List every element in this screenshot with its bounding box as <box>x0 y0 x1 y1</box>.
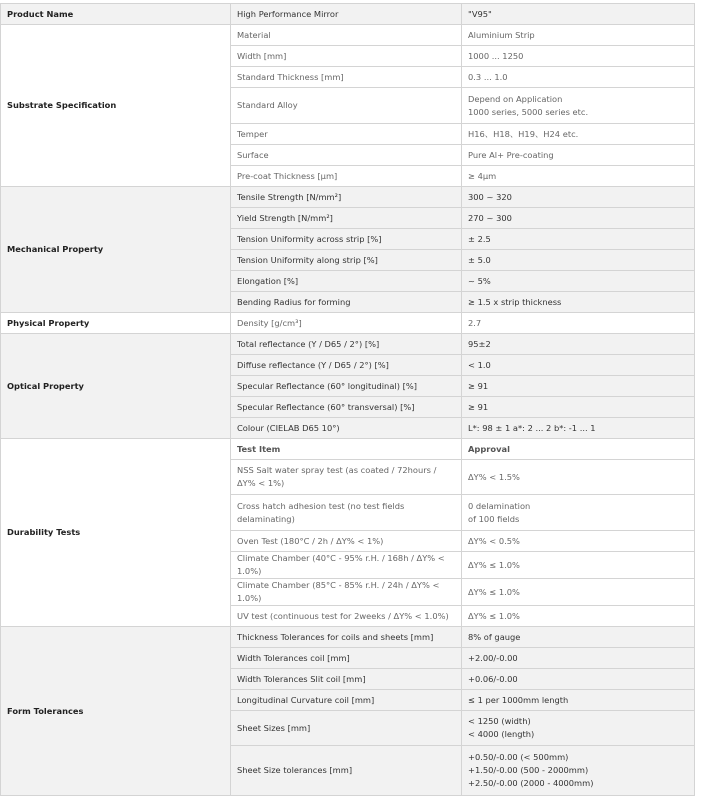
spec-value: +2.00/-0.00 <box>462 648 695 669</box>
spec-label: Bending Radius for forming <box>231 292 462 313</box>
spec-label: Width Tolerances coil [mm] <box>231 648 462 669</box>
spec-value <box>462 711 695 746</box>
spec-value-line: +2.50/-0.00 (2000 - 4000mm) <box>468 778 594 788</box>
table-row <box>1 627 695 648</box>
table-row <box>1 25 695 46</box>
spec-value: 95±2 <box>462 334 695 355</box>
spec-value: ΔY% < 1.5% <box>462 460 695 495</box>
spec-label: Tension Uniformity across strip [%] <box>231 229 462 250</box>
spec-label: Total reflectance (Y / D65 / 2°) [%] <box>231 334 462 355</box>
spec-value: ΔY% < 0.5% <box>462 531 695 552</box>
spec-value-line: Depend on Application <box>468 93 563 104</box>
spec-value: +0.06/-0.00 <box>462 669 695 690</box>
spec-value-line: +0.50/-0.00 (< 500mm) <box>468 752 569 762</box>
spec-value-line: 1000 series, 5000 series etc. <box>468 106 589 117</box>
spec-label: UV test (continuous test for 2weeks / ΔY% < 1.0%) <box>231 606 462 627</box>
spec-table <box>0 3 695 796</box>
product-name-label: High Performance Mirror <box>231 4 462 25</box>
spec-label: Standard Alloy <box>231 88 462 124</box>
column-header-approval: Approval <box>462 439 695 460</box>
spec-value: H16、H18、H19、H24 etc. <box>462 124 695 145</box>
spec-value: 2.7 <box>462 313 695 334</box>
spec-value: L*: 98 ± 1 a*: 2 ... 2 b*: -1 ... 1 <box>462 418 695 439</box>
spec-value-line: 0 delamination <box>468 500 531 511</box>
spec-label: Surface <box>231 145 462 166</box>
spec-value: ± 5.0 <box>462 250 695 271</box>
spec-label: Thickness Tolerances for coils and sheets [mm] <box>231 627 462 648</box>
spec-label: Climate Chamber (40°C - 95% r.H. / 168h / ΔY% < 1.0%) <box>231 552 462 579</box>
section-physical: Physical Property <box>1 313 231 334</box>
spec-label: NSS Salt water spray test (as coated / 72hours / ΔY% < 1%) <box>231 460 462 495</box>
spec-value: Pure Al+ Pre-coating <box>462 145 695 166</box>
product-row <box>1 4 695 25</box>
spec-value-line: +1.50/-0.00 (500 - 2000mm) <box>468 765 589 775</box>
spec-value: 0.3 ... 1.0 <box>462 67 695 88</box>
section-substrate: Substrate Specification <box>1 25 231 187</box>
product-name-value: "V95" <box>462 4 695 25</box>
table-row <box>1 313 695 334</box>
spec-label: Density [g/cm³] <box>231 313 462 334</box>
table-row <box>1 334 695 355</box>
spec-label: Colour (CIELAB D65 10°) <box>231 418 462 439</box>
spec-value: ≥ 91 <box>462 376 695 397</box>
spec-label: Yield Strength [N/mm²] <box>231 208 462 229</box>
spec-label: Sheet Size tolerances [mm] <box>231 746 462 796</box>
spec-label: Material <box>231 25 462 46</box>
spec-value: ≥ 4µm <box>462 166 695 187</box>
spec-value: ~ 5% <box>462 271 695 292</box>
spec-label: Diffuse reflectance (Y / D65 / 2°) [%] <box>231 355 462 376</box>
spec-label: Specular Reflectance (60° transversal) [%] <box>231 397 462 418</box>
column-header-test-item: Test Item <box>231 439 462 460</box>
spec-label: Tension Uniformity along strip [%] <box>231 250 462 271</box>
spec-value: 1000 ... 1250 <box>462 46 695 67</box>
spec-label: Longitudinal Curvature coil [mm] <box>231 690 462 711</box>
product-label: Product Name <box>1 4 231 25</box>
spec-label: Width [mm] <box>231 46 462 67</box>
table-header-row <box>1 439 695 460</box>
section-durability: Durability Tests <box>1 439 231 627</box>
spec-value: 300 ~ 320 <box>462 187 695 208</box>
spec-value: ≤ 1 per 1000mm length <box>462 690 695 711</box>
spec-value: ΔY% ≤ 1.0% <box>462 606 695 627</box>
spec-value-line: < 4000 (length) <box>468 729 535 739</box>
spec-value: ΔY% ≤ 1.0% <box>462 552 695 579</box>
spec-value-line: < 1250 (width) <box>468 716 531 726</box>
spec-value: ± 2.5 <box>462 229 695 250</box>
spec-value: 270 ~ 300 <box>462 208 695 229</box>
spec-label: Sheet Sizes [mm] <box>231 711 462 746</box>
spec-label: Standard Thickness [mm] <box>231 67 462 88</box>
spec-label: Cross hatch adhesion test (no test fields delaminating) <box>231 495 462 531</box>
spec-value-line: of 100 fields <box>468 513 520 524</box>
section-optical: Optical Property <box>1 334 231 439</box>
spec-label: Tensile Strength [N/mm²] <box>231 187 462 208</box>
section-mechanical: Mechanical Property <box>1 187 231 313</box>
spec-value: < 1.0 <box>462 355 695 376</box>
spec-label: Elongation [%] <box>231 271 462 292</box>
section-form: Form Tolerances <box>1 627 231 796</box>
spec-value <box>462 495 695 531</box>
spec-value: ≥ 91 <box>462 397 695 418</box>
spec-value: ≥ 1.5 x strip thickness <box>462 292 695 313</box>
spec-value: 8% of gauge <box>462 627 695 648</box>
spec-label: Temper <box>231 124 462 145</box>
spec-value <box>462 88 695 124</box>
spec-label: Oven Test (180°C / 2h / ΔY% < 1%) <box>231 531 462 552</box>
spec-value: Aluminium Strip <box>462 25 695 46</box>
spec-label: Width Tolerances Slit coil [mm] <box>231 669 462 690</box>
spec-value: ΔY% ≤ 1.0% <box>462 579 695 606</box>
spec-label: Specular Reflectance (60° longitudinal) [%] <box>231 376 462 397</box>
table-row <box>1 187 695 208</box>
spec-label: Pre-coat Thickness [µm] <box>231 166 462 187</box>
spec-label: Climate Chamber (85°C - 85% r.H. / 24h / ΔY% < 1.0%) <box>231 579 462 606</box>
spec-value <box>462 746 695 796</box>
